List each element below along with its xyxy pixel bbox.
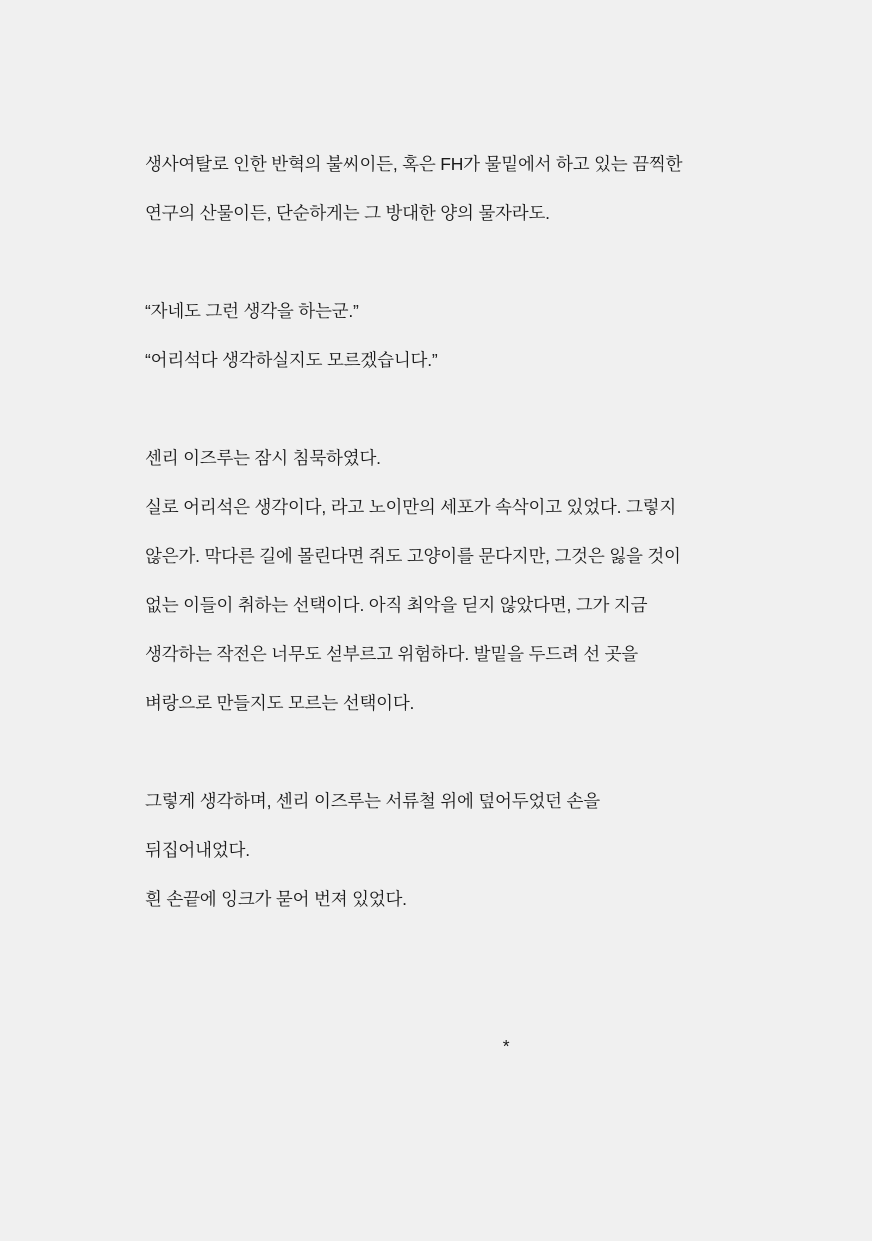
section-spacer [145,924,727,1022]
paragraph: 연구의 산물이든, 단순하게는 그 방대한 양의 물자라도. [145,203,550,223]
paragraph: 흰 손끝에 잉크가 묻어 번져 있었다. [145,889,407,909]
paragraph-dialogue: “어리석다 생각하실지도 모르겠습니다.” [145,350,438,370]
paragraph: 생사여탈로 인한 반혁의 불씨이든, 혹은 FH가 물밑에서 하고 있는 끔찍한 [145,154,683,174]
paragraph: 센리 이즈루는 잠시 침묵하였다. [145,448,381,468]
paragraph: 않은가. 막다른 길에 몰린다면 쥐도 고양이를 문다지만, 그것은 잃을 것이 [145,546,681,566]
paragraph: 벼랑으로 만들지도 모르는 선택이다. [145,693,415,713]
paragraph-dialogue: “자네도 그런 생각을 하는군.” [145,301,359,321]
paragraph: 실로 어리석은 생각이다, 라고 노이만의 세포가 속삭이고 있었다. 그렇지 [145,497,677,517]
paragraph-spacer [145,385,727,434]
paragraph: 없는 이들이 취하는 선택이다. 아직 최악을 딛지 않았다면, 그가 지금 [145,595,648,615]
paragraph-spacer [145,728,727,777]
paragraph: 생각하는 작전은 너무도 섣부르고 위험하다. 발밑을 두드려 선 곳을 [145,644,638,664]
paragraph: 뒤집어내었다. [145,840,250,860]
section-divider-asterisk: * [502,1036,510,1056]
paragraph-spacer [145,238,727,287]
paragraph: 그렇게 생각하며, 센리 이즈루는 서류철 위에 덮어두었던 손을 [145,791,600,811]
